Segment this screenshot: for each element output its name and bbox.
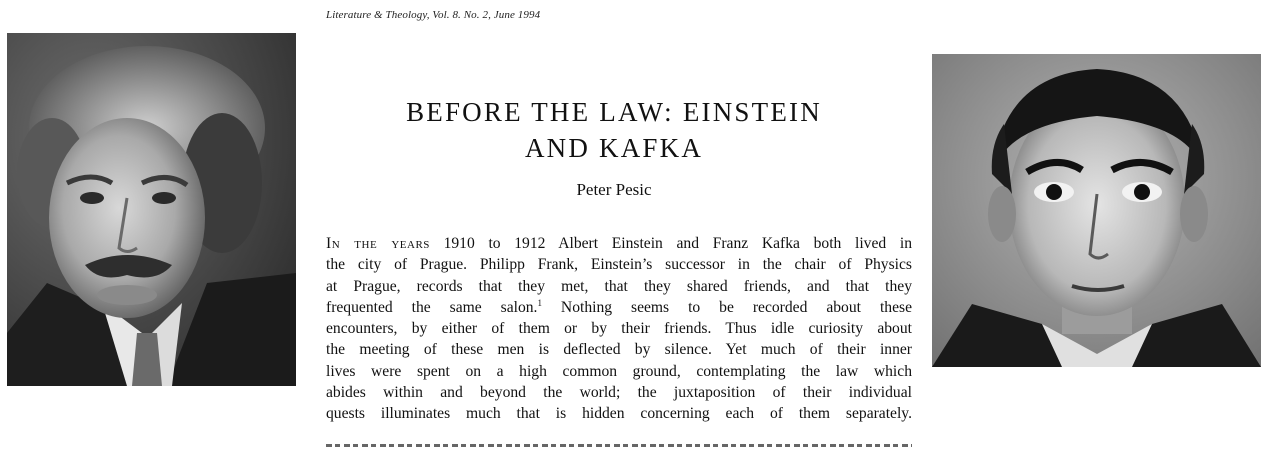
einstein-portrait	[7, 33, 296, 386]
kafka-portrait	[932, 54, 1261, 367]
body-line-5: encounters, by either of them or by their friends. Thus idle curiosity about	[326, 320, 912, 338]
body-line-8: abides within and beyond the world; the juxtaposition of their individual	[326, 384, 912, 402]
body-line-3: at Prague, records that they met, that they shared friends, and that they	[326, 277, 912, 295]
body-line-1	[326, 233, 912, 254]
title-line-1: BEFORE THE LAW: EINSTEIN	[406, 97, 822, 127]
article-title	[300, 94, 928, 166]
body-line-4-text: frequented the same salon.	[326, 298, 538, 316]
kafka-portrait-drawing	[932, 54, 1261, 367]
body-line-7: lives were spent on a high common ground, contemplating the law which	[326, 362, 912, 380]
lead-smallcaps: In the years	[326, 235, 430, 252]
footnote-mark: 1	[537, 297, 542, 308]
body-line-9: quests illuminates much that is hidden concerning each of them separately.	[326, 405, 912, 423]
article-page	[300, 0, 928, 449]
body-line-2: the city of Prague. Philipp Frank, Einstein’s successor in the chair of Physics	[326, 256, 912, 274]
article-author: Peter Pesic	[576, 180, 652, 199]
body-line-4-tail: Nothing seems to be recorded about these	[541, 298, 912, 316]
body-line-1-text: 1910 to 1912 Albert Einstein and Franz Kafka both lived in	[429, 235, 912, 252]
article-body	[326, 233, 912, 425]
title-line-2: AND KAFKA	[524, 133, 704, 163]
einstein-portrait-drawing	[7, 33, 296, 386]
cutoff-text-line	[326, 441, 912, 449]
body-line-6: the meeting of these men is deflected by silence. Yet much of their inner	[326, 341, 912, 359]
body-line-4	[326, 297, 912, 318]
journal-citation: Literature & Theology, Vol. 8. No. 2, June 1994	[326, 9, 541, 21]
